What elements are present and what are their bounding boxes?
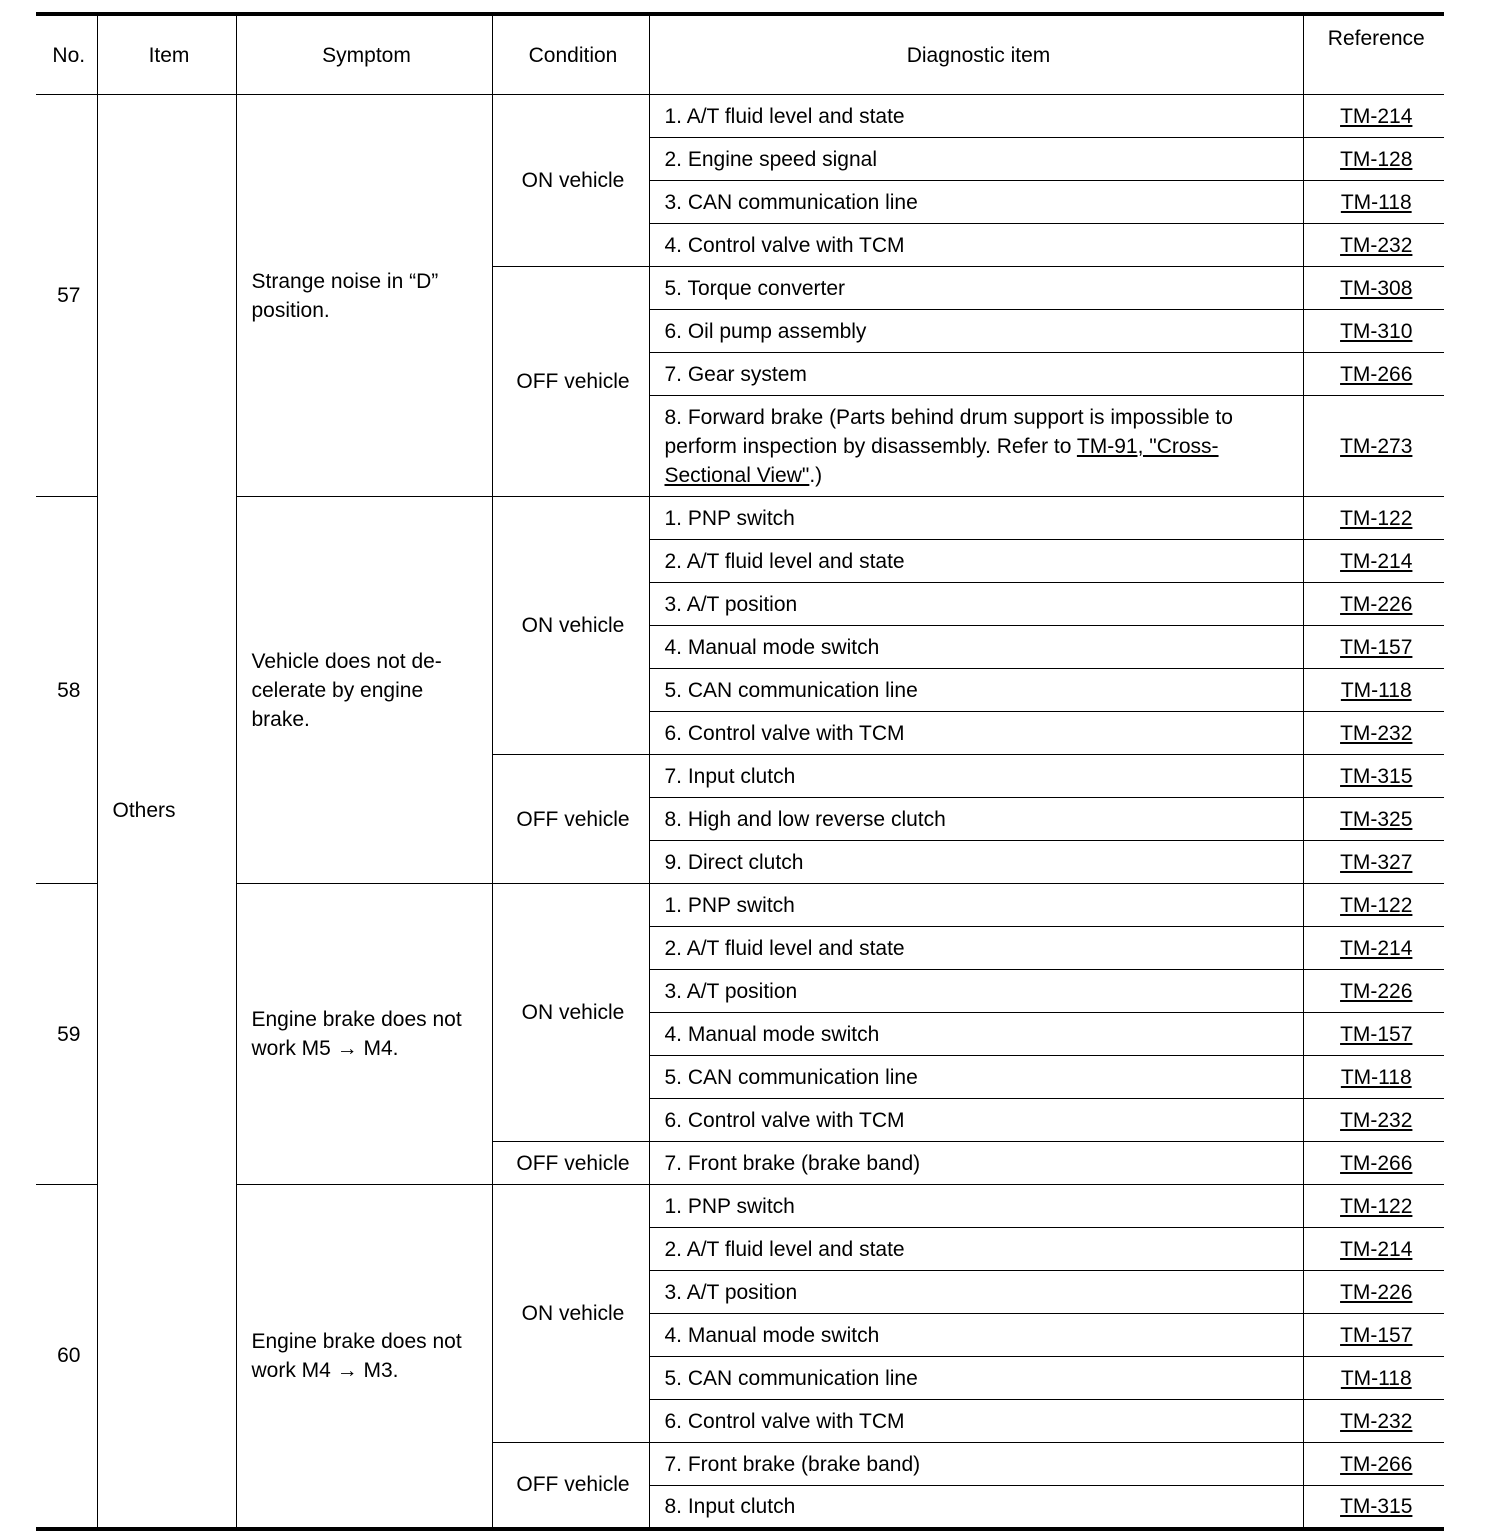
- diagnostic-item: 6. Control valve with TCM: [649, 1099, 1303, 1142]
- reference-cell: [1303, 755, 1444, 798]
- reference-cell: [1303, 841, 1444, 884]
- reference-link[interactable]: TM-266: [1340, 1151, 1413, 1175]
- reference-cell: [1303, 1228, 1444, 1271]
- diagnostic-item: 4. Manual mode switch: [649, 626, 1303, 669]
- reference-cell: [1303, 1314, 1444, 1357]
- diagnostic-item: 7. Front brake (brake band): [649, 1443, 1303, 1486]
- reference-link[interactable]: TM-266: [1340, 1452, 1413, 1476]
- header-row: [36, 14, 1444, 95]
- reference-cell: [1303, 497, 1444, 540]
- reference-link[interactable]: TM-226: [1340, 979, 1413, 1003]
- condition-cell: ON vehicle: [492, 884, 649, 1142]
- reference-cell: [1303, 224, 1444, 267]
- reference-link[interactable]: TM-118: [1340, 1366, 1412, 1390]
- diagnostic-item: 2. A/T fluid level and state: [649, 540, 1303, 583]
- reference-link[interactable]: TM-327: [1340, 850, 1413, 874]
- reference-cell: [1303, 626, 1444, 669]
- reference-link[interactable]: TM-128: [1340, 147, 1413, 171]
- reference-link[interactable]: TM-122: [1340, 1194, 1413, 1218]
- reference-cell: [1303, 1486, 1444, 1529]
- reference-link[interactable]: TM-266: [1340, 362, 1413, 386]
- diagnostic-item: 7. Front brake (brake band): [649, 1142, 1303, 1185]
- diagnosis-table: [36, 12, 1444, 1531]
- reference-cell: [1303, 396, 1444, 497]
- reference-cell: [1303, 310, 1444, 353]
- item-label: Others: [97, 95, 236, 1529]
- condition-cell: ON vehicle: [492, 497, 649, 755]
- diagnostic-item: 7. Input clutch: [649, 755, 1303, 798]
- reference-cell: [1303, 1056, 1444, 1099]
- diagnostic-text: 8. Forward brake (Parts behind drum support is impossible to perform inspection by disassembly. Refer to: [664, 405, 1233, 458]
- diagnostic-item: 2. A/T fluid level and state: [649, 1228, 1303, 1271]
- reference-link[interactable]: TM-315: [1340, 1494, 1413, 1518]
- header-item: Item: [97, 14, 236, 95]
- condition-cell: ON vehicle: [492, 1185, 649, 1443]
- diagnostic-item: 1. A/T fluid level and state: [649, 95, 1303, 138]
- reference-cell: [1303, 95, 1444, 138]
- symptom-cell: Engine brake does not work M4 → M3.: [236, 1185, 492, 1529]
- reference-cell: [1303, 669, 1444, 712]
- reference-cell: [1303, 540, 1444, 583]
- diagnostic-item: 3. A/T position: [649, 583, 1303, 626]
- reference-link[interactable]: TM-308: [1340, 276, 1413, 300]
- diagnostic-item: 2. Engine speed signal: [649, 138, 1303, 181]
- reference-cell: [1303, 1400, 1444, 1443]
- table-row: [36, 95, 1444, 138]
- header-diagnostic-item: Diagnostic item: [649, 14, 1303, 95]
- header-reference: Reference: [1303, 14, 1444, 95]
- symptom-cell: Engine brake does not work M5 → M4.: [236, 884, 492, 1185]
- diagnostic-item: 7. Gear system: [649, 353, 1303, 396]
- header-no: No.: [36, 14, 97, 95]
- diagnostic-item: 4. Manual mode switch: [649, 1314, 1303, 1357]
- reference-link[interactable]: TM-226: [1340, 1280, 1413, 1304]
- header-symptom: Symptom: [236, 14, 492, 95]
- reference-cell: [1303, 1443, 1444, 1486]
- reference-cell: [1303, 970, 1444, 1013]
- reference-cell: [1303, 798, 1444, 841]
- reference-link[interactable]: TM-273: [1340, 434, 1413, 458]
- reference-link[interactable]: TM-118: [1340, 190, 1412, 214]
- reference-cell: [1303, 1013, 1444, 1056]
- reference-link[interactable]: TM-157: [1340, 635, 1413, 659]
- table-row: [36, 884, 1444, 927]
- reference-link[interactable]: TM-214: [1340, 104, 1413, 128]
- reference-link[interactable]: TM-122: [1340, 893, 1413, 917]
- diagnostic-item: 9. Direct clutch: [649, 841, 1303, 884]
- diagnostic-item: 6. Oil pump assembly: [649, 310, 1303, 353]
- reference-link[interactable]: TM-118: [1340, 678, 1412, 702]
- diagnostic-item: [649, 396, 1303, 497]
- reference-cell: [1303, 1185, 1444, 1228]
- diagnostic-item: 5. Torque converter: [649, 267, 1303, 310]
- reference-link[interactable]: TM-157: [1340, 1022, 1413, 1046]
- diagnostic-item: 5. CAN communication line: [649, 1357, 1303, 1400]
- diagnostic-item: 4. Control valve with TCM: [649, 224, 1303, 267]
- reference-link[interactable]: TM-214: [1340, 936, 1413, 960]
- diagnostic-item: 1. PNP switch: [649, 884, 1303, 927]
- reference-cell: [1303, 583, 1444, 626]
- condition-cell: OFF vehicle: [492, 1142, 649, 1185]
- table-body: [36, 95, 1444, 1529]
- condition-cell: OFF vehicle: [492, 1443, 649, 1529]
- diagnostic-item: 3. A/T position: [649, 970, 1303, 1013]
- reference-link[interactable]: TM-315: [1340, 764, 1413, 788]
- row-number: 60: [36, 1185, 97, 1529]
- table-row: [36, 497, 1444, 540]
- header-condition: Condition: [492, 14, 649, 95]
- reference-cell: [1303, 267, 1444, 310]
- reference-link[interactable]: TM-325: [1340, 807, 1413, 831]
- reference-link[interactable]: TM-226: [1340, 592, 1413, 616]
- row-number: 57: [36, 95, 97, 497]
- reference-link[interactable]: TM-157: [1340, 1323, 1413, 1347]
- diagnostic-item: 1. PNP switch: [649, 1185, 1303, 1228]
- reference-cell: [1303, 712, 1444, 755]
- cross-reference-link[interactable]: TM-91, "Cross-Sectional View": [664, 434, 1219, 487]
- reference-link[interactable]: TM-214: [1340, 549, 1413, 573]
- diagnostic-item: 8. Input clutch: [649, 1486, 1303, 1529]
- reference-cell: [1303, 1099, 1444, 1142]
- row-number: 58: [36, 497, 97, 884]
- diagnostic-item: 2. A/T fluid level and state: [649, 927, 1303, 970]
- reference-cell: [1303, 1271, 1444, 1314]
- reference-link[interactable]: TM-118: [1340, 1065, 1412, 1089]
- diagnostic-item: 3. CAN communication line: [649, 181, 1303, 224]
- diagnostic-item: 5. CAN communication line: [649, 1056, 1303, 1099]
- reference-link[interactable]: TM-310: [1340, 319, 1413, 343]
- diagnostic-item: 6. Control valve with TCM: [649, 1400, 1303, 1443]
- diagnostic-item: 8. High and low reverse clutch: [649, 798, 1303, 841]
- diagnostic-item: 6. Control valve with TCM: [649, 712, 1303, 755]
- diagnostic-item: 5. CAN communication line: [649, 669, 1303, 712]
- diagnostic-text-end: .): [809, 463, 823, 487]
- reference-link[interactable]: TM-122: [1340, 506, 1413, 530]
- row-number: 59: [36, 884, 97, 1185]
- reference-cell: [1303, 1142, 1444, 1185]
- reference-link[interactable]: TM-214: [1340, 1237, 1413, 1261]
- reference-link[interactable]: TM-232: [1340, 1108, 1413, 1132]
- reference-cell: [1303, 927, 1444, 970]
- diagnostic-item: 1. PNP switch: [649, 497, 1303, 540]
- condition-cell: OFF vehicle: [492, 755, 649, 884]
- diagnostic-item: 3. A/T position: [649, 1271, 1303, 1314]
- table-row: [36, 1185, 1444, 1228]
- reference-cell: [1303, 1357, 1444, 1400]
- reference-cell: [1303, 353, 1444, 396]
- reference-link[interactable]: TM-232: [1340, 1409, 1413, 1433]
- symptom-cell: Vehicle does not de-celerate by engine brake.: [236, 497, 492, 884]
- reference-link[interactable]: TM-232: [1340, 721, 1413, 745]
- reference-link[interactable]: TM-232: [1340, 233, 1413, 257]
- reference-cell: [1303, 884, 1444, 927]
- reference-cell: [1303, 181, 1444, 224]
- symptom-cell: Strange noise in “D” position.: [236, 95, 492, 497]
- condition-cell: OFF vehicle: [492, 267, 649, 497]
- condition-cell: ON vehicle: [492, 95, 649, 267]
- diagnostic-item: 4. Manual mode switch: [649, 1013, 1303, 1056]
- reference-cell: [1303, 138, 1444, 181]
